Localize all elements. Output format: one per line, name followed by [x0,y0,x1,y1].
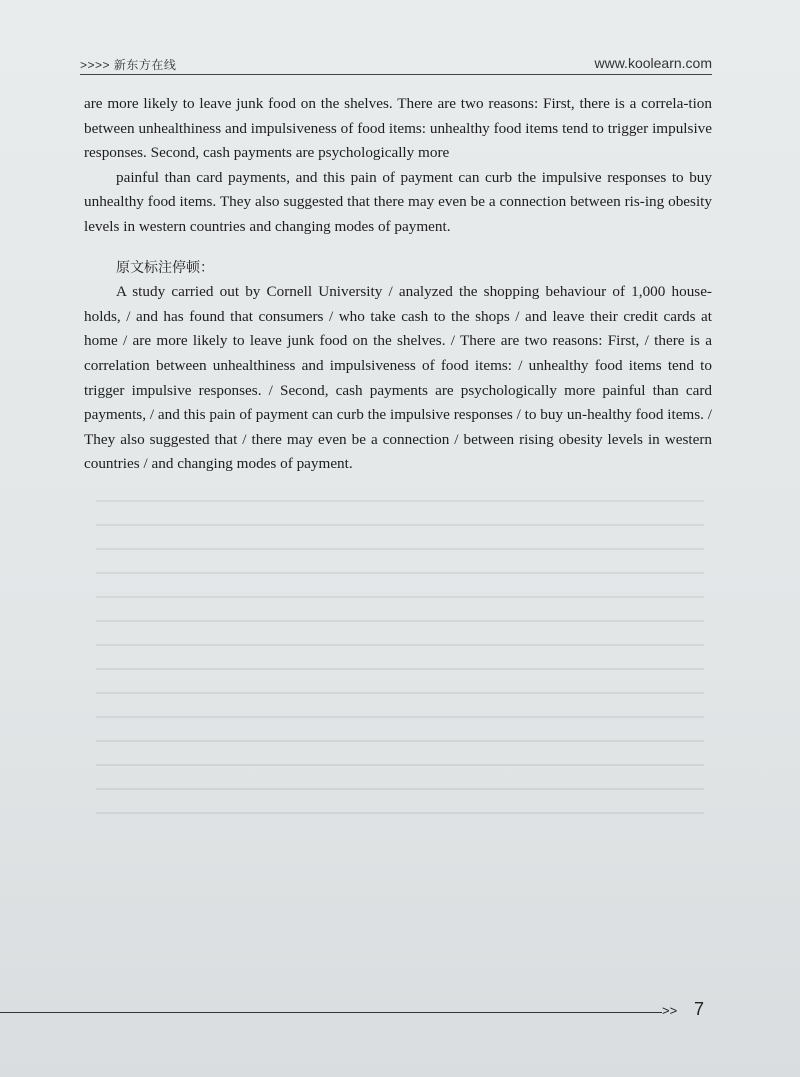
page-number: 7 [694,999,705,1019]
section-heading: 原文标注停顿： [116,259,214,276]
header-website: www.koolearn.com [594,55,712,71]
body-text [84,92,712,477]
page-header [80,52,712,75]
show-through-text [96,500,704,880]
header-publisher: >>>> 新东方在线 [80,58,177,72]
footer-rule [0,1012,662,1013]
footer-arrow: >> [662,1003,678,1018]
paragraph-3: A study carried out by Cornell University / analyzed the shopping behaviour of 1,000 house-holds, / and has found that consumers / who take cash to the shops / and leave their credit cards at home / are more likely to leave junk food on the shelves. / There are two reasons: First, / there is a correlation between unhealthiness and impulsiveness of food items: / unhealthy food items tend to trigger impulsive responses. / Second, cash payments are psychologically more painful than card payments, / and this pain of payment can curb the impulsive responses / to buy un-healthy food items. / They also suggested that / there may even be a connection / between rising obesity levels in western countries / and changing modes of payment. [84,283,712,473]
paragraph-1: are more likely to leave junk food on the shelves. There are two reasons: First, there is a correla-tion between unhealthiness and impulsiveness of food items: unhealthy food items tend to trigger impulsive responses. Second, cash payments are psychologically more [84,95,712,162]
paragraph-2: painful than card payments, and this pain of payment can curb the impulsive responses to buy unhealthy food items. They also suggested that there may even be a connection between ris-ing obesity levels in western countries and changing modes of payment. [84,168,712,235]
